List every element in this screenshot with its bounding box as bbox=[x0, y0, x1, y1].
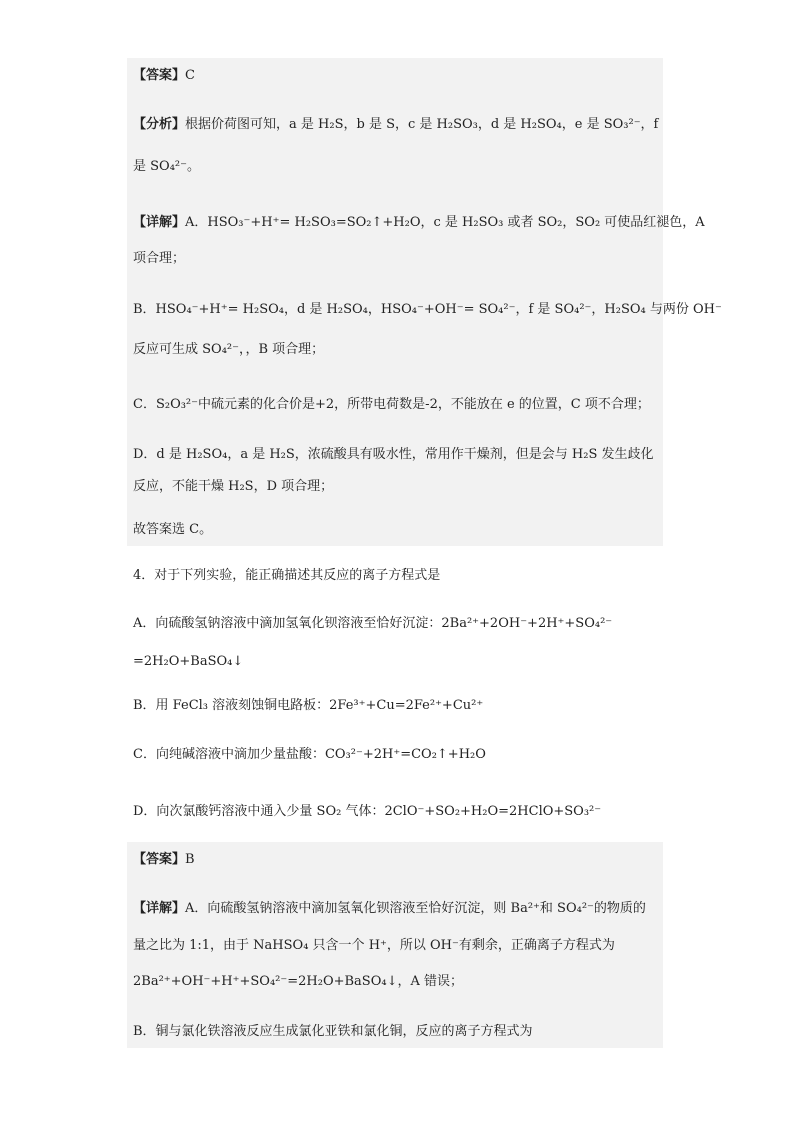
detail1-line-c1 bbox=[133, 396, 650, 414]
analysis-text-1: 根据价荷图可知，a 是 H₂S，b 是 S，c 是 H₂SO₃，d 是 H₂SO₄，e 是 SO₃²⁻，f bbox=[185, 117, 659, 132]
detail1-a-text-2: 项合理； bbox=[133, 251, 186, 266]
question4-d-text: D．向次氯酸钙溶液中通入少量 SO₂ 气体：2ClO⁻+SO₂+H₂O=2HClO+SO₃²⁻ bbox=[133, 804, 602, 819]
detail1-line-b2 bbox=[133, 341, 324, 359]
detail1-a-text-1: A．HSO₃⁻+H⁺= H₂SO₃=SO₂↑+H₂O，c 是 H₂SO₃ 或者 SO₂，SO₂ 可使品红褪色，A bbox=[185, 215, 705, 230]
answer-line-2 bbox=[133, 851, 195, 869]
detail1-line-a2 bbox=[133, 250, 185, 268]
answer2-header: 【答案】 bbox=[133, 852, 186, 867]
detail1-d-text-1: D．d 是 H₂SO₄，a 是 H₂S，浓硫酸具有吸水性，常用作干燥剂，但是会与 H₂S 发生歧化 bbox=[133, 447, 654, 462]
answer-line-1 bbox=[133, 67, 195, 85]
analysis-text-2: 是 SO₄²⁻。 bbox=[133, 159, 200, 174]
question4-c-text: C．向纯碱溶液中滴加少量盐酸：CO₃²⁻+2H⁺=CO₂↑+H₂O bbox=[133, 747, 486, 762]
detail2-a-text-1: A．向硫酸氢钠溶液中滴加氢氧化钡溶液至恰好沉淀，则 Ba²⁺和 SO₄²⁻的物质的 bbox=[185, 901, 646, 916]
detail1-b-text-2: 反应可生成 SO₄²⁻，，B 项合理； bbox=[133, 342, 325, 357]
detail1-c-text-1: C．S₂O₃²⁻中硫元素的化合价是+2，所带电荷数是-2，不能放在 e 的位置，C 项不合理； bbox=[133, 397, 650, 412]
answer-header: 【答案】 bbox=[133, 68, 186, 83]
analysis-line-1 bbox=[133, 116, 658, 134]
detail2-line-b1 bbox=[133, 1023, 533, 1041]
answer-value: C bbox=[185, 68, 195, 83]
detail2-line-a1 bbox=[133, 900, 646, 918]
answer2-value: B bbox=[185, 852, 195, 867]
detail1-conclusion bbox=[133, 521, 212, 539]
detail2-a-text-2: 量之比为 1:1，由于 NaHSO₄ 只含一个 H⁺，所以 OH⁻有剩余，正确离子方程式为 bbox=[133, 938, 615, 953]
question4-option-b bbox=[133, 697, 483, 715]
question4-a-text-2: =2H₂O+BaSO₄↓ bbox=[133, 654, 244, 669]
detail2-a-text-3: 2Ba²⁺+OH⁻+H⁺+SO₄²⁻=2H₂O+BaSO₄↓，A 错误； bbox=[133, 974, 463, 989]
question4-b-text: B．用 FeCl₃ 溶液刻蚀铜电路板：2Fe³⁺+Cu=2Fe²⁺+Cu²⁺ bbox=[133, 698, 484, 713]
detail1-conclusion-text: 故答案选 C。 bbox=[133, 522, 213, 537]
question4-a-text-1: A．向硫酸氢钠溶液中滴加氢氧化钡溶液至恰好沉淀：2Ba²⁺+2OH⁻+2H⁺+SO₄²⁻ bbox=[133, 616, 613, 631]
question4-stem bbox=[133, 567, 440, 585]
question4-option-a-line1 bbox=[133, 615, 612, 633]
detail1-line-b1 bbox=[133, 301, 722, 319]
detail2-header: 【详解】 bbox=[133, 901, 186, 916]
detail2-b-text-1: B．铜与氯化铁溶液反应生成氯化亚铁和氯化铜，反应的离子方程式为 bbox=[133, 1024, 533, 1039]
detail-header: 【详解】 bbox=[133, 215, 186, 230]
analysis-header: 【分析】 bbox=[133, 117, 186, 132]
detail1-line-d1 bbox=[133, 446, 654, 464]
detail2-line-a2 bbox=[133, 937, 615, 955]
analysis-line-2 bbox=[133, 158, 200, 176]
question4-option-c bbox=[133, 746, 486, 764]
detail2-line-a3 bbox=[133, 973, 463, 991]
question4-option-a-line2 bbox=[133, 653, 243, 671]
question4-stem-text: 4．对于下列实验，能正确描述其反应的离子方程式是 bbox=[133, 568, 441, 583]
detail1-line-d2 bbox=[133, 478, 333, 496]
detail1-d-text-2: 反应，不能干燥 H₂S，D 项合理； bbox=[133, 479, 334, 494]
question4-option-d bbox=[133, 803, 601, 821]
detail1-line-a1 bbox=[133, 214, 705, 232]
detail1-b-text-1: B．HSO₄⁻+H⁺= H₂SO₄，d 是 H₂SO₄，HSO₄⁻+OH⁻= SO₄²⁻，f 是 SO₄²⁻，H₂SO₄ 与两份 OH⁻ bbox=[133, 302, 722, 317]
